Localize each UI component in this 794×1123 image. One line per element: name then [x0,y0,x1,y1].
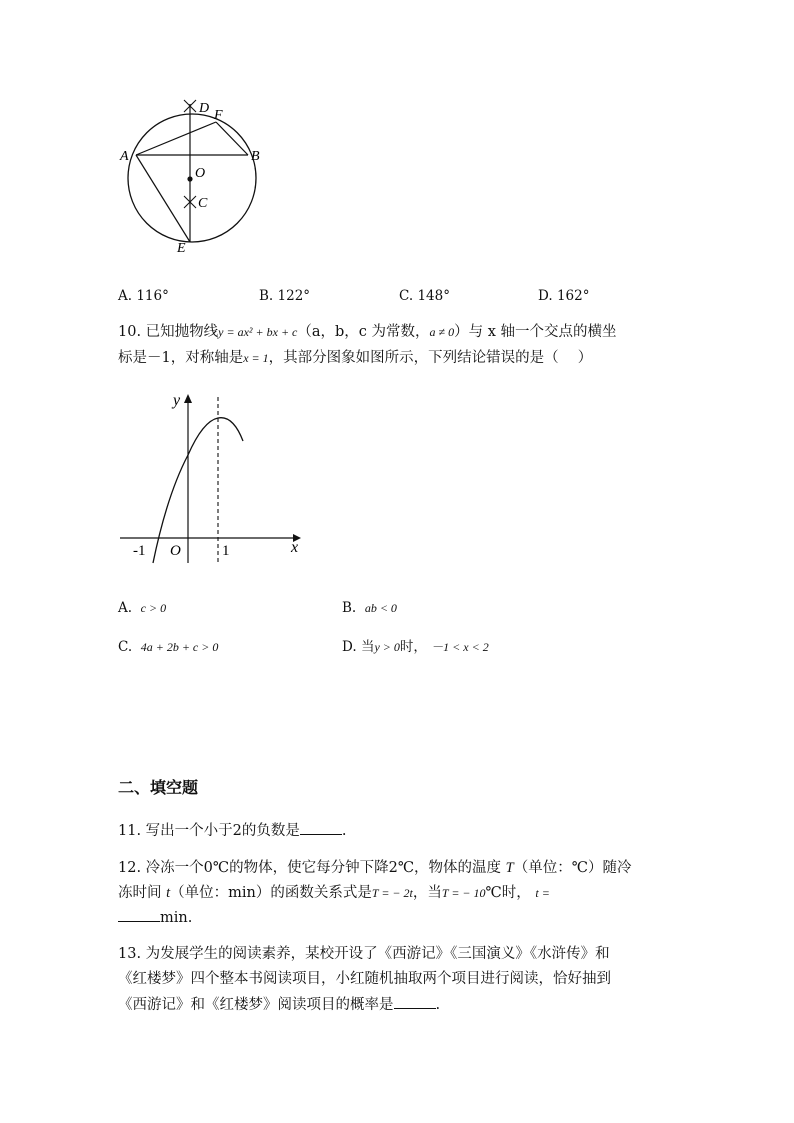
label-b: B [251,149,260,164]
q10-option-c: C. 4a + 2b + c > 0 [118,639,219,655]
x-label: x [291,539,299,556]
q9-option-c: C. 148° [399,288,450,304]
q13-line3: 《西游记》和《红楼梦》阅读项目的概率是 . [118,994,440,1015]
label-c: C [198,196,208,211]
parabola-figure [115,385,315,570]
tick-neg1: -1 [133,543,146,559]
q13-line1: 13. 为发展学生的阅读素养，某校开设了《西游记》《三国演义》《水浒传》和 [118,946,610,962]
q10-option-b: B. ab < 0 [342,600,397,616]
chord-fb [216,122,248,155]
circle-figure [110,90,280,260]
label-f: F [214,108,223,123]
q10-stem-line2: 标是－1，对称轴是x = 1，其部分图象如图所示，下列结论错误的是（ ） [118,350,593,366]
label-d: D [199,101,210,116]
q10-option-a: A. c > 0 [118,600,167,616]
q9-option-a: A. 116° [118,288,169,304]
parabola-curve [153,418,243,563]
q9-option-d: D. 162° [538,288,590,304]
y-axis-arrow [184,394,192,403]
center-dot [187,176,192,181]
label-e: E [177,241,186,256]
answer-blank[interactable] [394,994,436,1009]
origin-label: O [170,543,181,559]
q11: 11. 写出一个小于2的负数是 . [118,820,347,841]
tick-1: 1 [222,543,230,559]
q10-option-d: D. 当y > 0时， －1 < x < 2 [342,639,489,655]
chord-ae [136,155,190,242]
q10-stem-line1: 10. 已知抛物线y = ax² + bx + c（a，b，c 为常数，a ≠ 0）与 x 轴一个交点的横坐 [118,324,617,340]
chord-af [136,122,216,155]
answer-blank[interactable] [118,907,160,922]
label-o: O [195,166,206,181]
section-title: 二、填空题 [118,778,199,797]
y-label: y [173,392,181,409]
answer-blank[interactable] [300,820,342,835]
q9-option-b: B. 122° [259,288,311,304]
q12-line2: 冻时间 t（单位：min）的函数关系式是T = − 2t，当T = − 10℃时， t = [118,885,550,901]
q12-line3: min. [118,907,192,928]
q12-line1: 12. 冷冻一个0℃的物体，使它每分钟下降2℃，物体的温度 T（单位：℃）随冷 [118,860,632,876]
q13-line2: 《红楼梦》四个整本书阅读项目，小红随机抽取两个项目进行阅读，恰好抽到 [118,971,611,987]
label-a: A [120,149,129,164]
